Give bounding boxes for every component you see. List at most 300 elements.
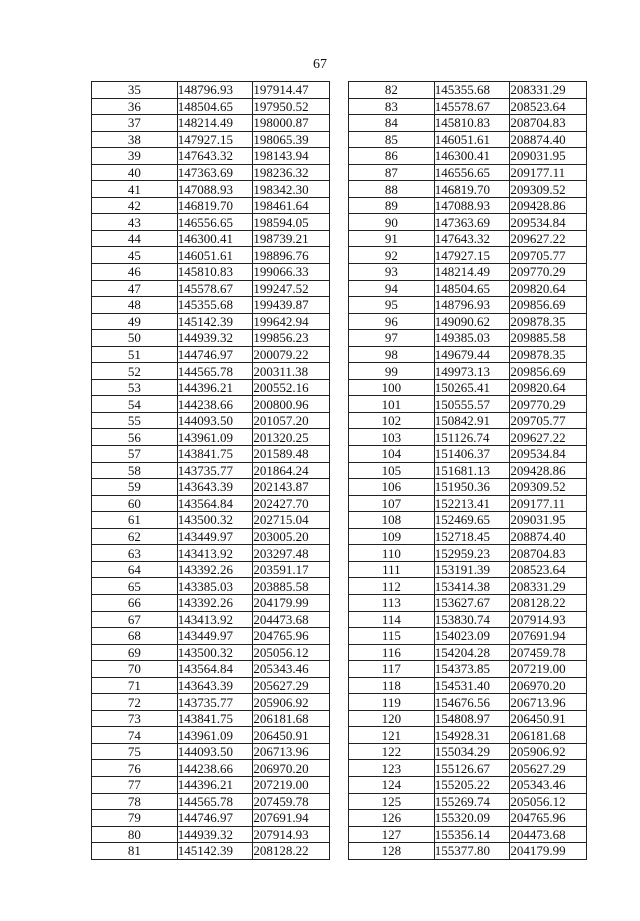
point-number-cell: 114 bbox=[349, 611, 435, 628]
table-row bbox=[92, 727, 330, 744]
y-coordinate-cell: 209770.29 bbox=[510, 264, 587, 281]
point-number-cell: 74 bbox=[92, 727, 178, 744]
y-coordinate-cell: 205056.12 bbox=[253, 644, 330, 661]
table-row bbox=[92, 611, 330, 628]
x-coordinate-cell: 148504.65 bbox=[177, 98, 253, 115]
point-number-cell: 64 bbox=[92, 561, 178, 578]
y-coordinate-cell: 206713.96 bbox=[253, 743, 330, 760]
table-row bbox=[92, 594, 330, 611]
point-number-cell: 47 bbox=[92, 280, 178, 297]
point-number-cell: 69 bbox=[92, 644, 178, 661]
point-number-cell: 86 bbox=[349, 148, 435, 165]
table-row bbox=[349, 578, 587, 595]
x-coordinate-cell: 144238.66 bbox=[177, 396, 253, 413]
point-number-cell: 96 bbox=[349, 313, 435, 330]
y-coordinate-cell: 200079.22 bbox=[253, 346, 330, 363]
table-row bbox=[92, 512, 330, 529]
x-coordinate-cell: 143385.03 bbox=[177, 578, 253, 595]
point-number-cell: 104 bbox=[349, 446, 435, 463]
y-coordinate-cell: 204473.68 bbox=[253, 611, 330, 628]
x-coordinate-cell: 153191.39 bbox=[434, 561, 510, 578]
y-coordinate-cell: 198739.21 bbox=[253, 230, 330, 247]
point-number-cell: 107 bbox=[349, 495, 435, 512]
y-coordinate-cell: 197914.47 bbox=[253, 82, 330, 99]
point-number-cell: 38 bbox=[92, 131, 178, 148]
point-number-cell: 72 bbox=[92, 694, 178, 711]
y-coordinate-cell: 209031.95 bbox=[510, 148, 587, 165]
table-row bbox=[92, 214, 330, 231]
table-row bbox=[92, 677, 330, 694]
x-coordinate-cell: 144238.66 bbox=[177, 760, 253, 777]
point-number-cell: 54 bbox=[92, 396, 178, 413]
table-row bbox=[92, 578, 330, 595]
y-coordinate-cell: 208523.64 bbox=[510, 561, 587, 578]
point-number-cell: 49 bbox=[92, 313, 178, 330]
y-coordinate-cell: 209627.22 bbox=[510, 429, 587, 446]
y-coordinate-cell: 201320.25 bbox=[253, 429, 330, 446]
table-row bbox=[349, 644, 587, 661]
y-coordinate-cell: 198594.05 bbox=[253, 214, 330, 231]
y-coordinate-cell: 209428.86 bbox=[510, 197, 587, 214]
table-row bbox=[92, 297, 330, 314]
table-row bbox=[92, 644, 330, 661]
x-coordinate-cell: 144093.50 bbox=[177, 412, 253, 429]
point-number-cell: 124 bbox=[349, 776, 435, 793]
x-coordinate-cell: 153830.74 bbox=[434, 611, 510, 628]
table-row bbox=[349, 611, 587, 628]
point-number-cell: 37 bbox=[92, 115, 178, 132]
y-coordinate-cell: 204179.99 bbox=[253, 594, 330, 611]
y-coordinate-cell: 209031.95 bbox=[510, 512, 587, 529]
y-coordinate-cell: 209770.29 bbox=[510, 396, 587, 413]
table-row bbox=[92, 131, 330, 148]
point-number-cell: 36 bbox=[92, 98, 178, 115]
y-coordinate-cell: 208704.83 bbox=[510, 545, 587, 562]
point-number-cell: 110 bbox=[349, 545, 435, 562]
point-number-cell: 113 bbox=[349, 594, 435, 611]
x-coordinate-cell: 149973.13 bbox=[434, 363, 510, 380]
point-number-cell: 91 bbox=[349, 230, 435, 247]
point-number-cell: 92 bbox=[349, 247, 435, 264]
x-coordinate-cell: 154373.85 bbox=[434, 661, 510, 678]
x-coordinate-cell: 144396.21 bbox=[177, 776, 253, 793]
y-coordinate-cell: 200800.96 bbox=[253, 396, 330, 413]
coordinate-table-right bbox=[348, 81, 587, 860]
y-coordinate-cell: 209534.84 bbox=[510, 446, 587, 463]
x-coordinate-cell: 146300.41 bbox=[434, 148, 510, 165]
table-row bbox=[92, 561, 330, 578]
point-number-cell: 93 bbox=[349, 264, 435, 281]
point-number-cell: 65 bbox=[92, 578, 178, 595]
y-coordinate-cell: 208331.29 bbox=[510, 578, 587, 595]
y-coordinate-cell: 199856.23 bbox=[253, 330, 330, 347]
table-row bbox=[349, 98, 587, 115]
x-coordinate-cell: 148214.49 bbox=[177, 115, 253, 132]
y-coordinate-cell: 208523.64 bbox=[510, 98, 587, 115]
x-coordinate-cell: 148214.49 bbox=[434, 264, 510, 281]
x-coordinate-cell: 155034.29 bbox=[434, 743, 510, 760]
y-coordinate-cell: 198896.76 bbox=[253, 247, 330, 264]
y-coordinate-cell: 204765.96 bbox=[253, 628, 330, 645]
x-coordinate-cell: 145810.83 bbox=[177, 264, 253, 281]
x-coordinate-cell: 143449.97 bbox=[177, 628, 253, 645]
table-row bbox=[92, 793, 330, 810]
table-row bbox=[349, 230, 587, 247]
point-number-cell: 101 bbox=[349, 396, 435, 413]
y-coordinate-cell: 203885.58 bbox=[253, 578, 330, 595]
x-coordinate-cell: 145578.67 bbox=[434, 98, 510, 115]
y-coordinate-cell: 207691.94 bbox=[510, 628, 587, 645]
y-coordinate-cell: 198461.64 bbox=[253, 197, 330, 214]
x-coordinate-cell: 155377.80 bbox=[434, 843, 510, 860]
x-coordinate-cell: 148796.93 bbox=[177, 82, 253, 99]
x-coordinate-cell: 146556.65 bbox=[177, 214, 253, 231]
x-coordinate-cell: 149090.62 bbox=[434, 313, 510, 330]
table-row bbox=[92, 545, 330, 562]
table-row bbox=[92, 363, 330, 380]
table-row bbox=[349, 346, 587, 363]
y-coordinate-cell: 209428.86 bbox=[510, 462, 587, 479]
x-coordinate-cell: 154531.40 bbox=[434, 677, 510, 694]
x-coordinate-cell: 143841.75 bbox=[177, 446, 253, 463]
x-coordinate-cell: 154808.97 bbox=[434, 710, 510, 727]
table-row bbox=[349, 379, 587, 396]
point-number-cell: 116 bbox=[349, 644, 435, 661]
point-number-cell: 106 bbox=[349, 479, 435, 496]
point-number-cell: 115 bbox=[349, 628, 435, 645]
x-coordinate-cell: 143449.97 bbox=[177, 528, 253, 545]
x-coordinate-cell: 145142.39 bbox=[177, 313, 253, 330]
x-coordinate-cell: 147643.32 bbox=[177, 148, 253, 165]
y-coordinate-cell: 206181.68 bbox=[253, 710, 330, 727]
table-row bbox=[92, 446, 330, 463]
point-number-cell: 100 bbox=[349, 379, 435, 396]
x-coordinate-cell: 143961.09 bbox=[177, 429, 253, 446]
point-number-cell: 44 bbox=[92, 230, 178, 247]
table-row bbox=[92, 379, 330, 396]
x-coordinate-cell: 144939.32 bbox=[177, 330, 253, 347]
x-coordinate-cell: 143564.84 bbox=[177, 661, 253, 678]
x-coordinate-cell: 155320.09 bbox=[434, 810, 510, 827]
y-coordinate-cell: 209878.35 bbox=[510, 313, 587, 330]
y-coordinate-cell: 209627.22 bbox=[510, 230, 587, 247]
table-row bbox=[349, 131, 587, 148]
y-coordinate-cell: 208874.40 bbox=[510, 528, 587, 545]
x-coordinate-cell: 143643.39 bbox=[177, 677, 253, 694]
y-coordinate-cell: 197950.52 bbox=[253, 98, 330, 115]
y-coordinate-cell: 209177.11 bbox=[510, 164, 587, 181]
y-coordinate-cell: 203005.20 bbox=[253, 528, 330, 545]
y-coordinate-cell: 207914.93 bbox=[253, 826, 330, 843]
table-row bbox=[92, 495, 330, 512]
table-row bbox=[92, 528, 330, 545]
x-coordinate-cell: 155356.14 bbox=[434, 826, 510, 843]
table-row bbox=[92, 462, 330, 479]
y-coordinate-cell: 199439.87 bbox=[253, 297, 330, 314]
y-coordinate-cell: 201057.20 bbox=[253, 412, 330, 429]
point-number-cell: 58 bbox=[92, 462, 178, 479]
point-number-cell: 99 bbox=[349, 363, 435, 380]
table-row bbox=[92, 826, 330, 843]
table-row bbox=[92, 330, 330, 347]
y-coordinate-cell: 198065.39 bbox=[253, 131, 330, 148]
x-coordinate-cell: 144939.32 bbox=[177, 826, 253, 843]
table-row bbox=[349, 843, 587, 860]
table-row bbox=[349, 776, 587, 793]
point-number-cell: 56 bbox=[92, 429, 178, 446]
x-coordinate-cell: 143500.32 bbox=[177, 512, 253, 529]
point-number-cell: 79 bbox=[92, 810, 178, 827]
y-coordinate-cell: 200311.38 bbox=[253, 363, 330, 380]
x-coordinate-cell: 151950.36 bbox=[434, 479, 510, 496]
y-coordinate-cell: 201864.24 bbox=[253, 462, 330, 479]
table-row bbox=[349, 661, 587, 678]
x-coordinate-cell: 155205.22 bbox=[434, 776, 510, 793]
x-coordinate-cell: 151681.13 bbox=[434, 462, 510, 479]
x-coordinate-cell: 144565.78 bbox=[177, 793, 253, 810]
table-row bbox=[92, 810, 330, 827]
x-coordinate-cell: 155269.74 bbox=[434, 793, 510, 810]
y-coordinate-cell: 209705.77 bbox=[510, 247, 587, 264]
point-number-cell: 120 bbox=[349, 710, 435, 727]
table-row bbox=[349, 396, 587, 413]
point-number-cell: 125 bbox=[349, 793, 435, 810]
y-coordinate-cell: 209309.52 bbox=[510, 181, 587, 198]
x-coordinate-cell: 150842.91 bbox=[434, 412, 510, 429]
point-number-cell: 80 bbox=[92, 826, 178, 843]
table-row bbox=[92, 164, 330, 181]
y-coordinate-cell: 208128.22 bbox=[510, 594, 587, 611]
table-row bbox=[92, 776, 330, 793]
x-coordinate-cell: 150265.41 bbox=[434, 379, 510, 396]
point-number-cell: 121 bbox=[349, 727, 435, 744]
point-number-cell: 48 bbox=[92, 297, 178, 314]
y-coordinate-cell: 209878.35 bbox=[510, 346, 587, 363]
table-row bbox=[92, 313, 330, 330]
x-coordinate-cell: 143564.84 bbox=[177, 495, 253, 512]
x-coordinate-cell: 151126.74 bbox=[434, 429, 510, 446]
y-coordinate-cell: 205627.29 bbox=[253, 677, 330, 694]
point-number-cell: 85 bbox=[349, 131, 435, 148]
x-coordinate-cell: 143500.32 bbox=[177, 644, 253, 661]
x-coordinate-cell: 144565.78 bbox=[177, 363, 253, 380]
y-coordinate-cell: 205056.12 bbox=[510, 793, 587, 810]
x-coordinate-cell: 150555.57 bbox=[434, 396, 510, 413]
y-coordinate-cell: 205343.46 bbox=[253, 661, 330, 678]
point-number-cell: 98 bbox=[349, 346, 435, 363]
table-row bbox=[349, 164, 587, 181]
point-number-cell: 109 bbox=[349, 528, 435, 545]
point-number-cell: 66 bbox=[92, 594, 178, 611]
y-coordinate-cell: 207459.78 bbox=[253, 793, 330, 810]
x-coordinate-cell: 147363.69 bbox=[177, 164, 253, 181]
x-coordinate-cell: 143961.09 bbox=[177, 727, 253, 744]
point-number-cell: 45 bbox=[92, 247, 178, 264]
point-number-cell: 81 bbox=[92, 843, 178, 860]
x-coordinate-cell: 151406.37 bbox=[434, 446, 510, 463]
x-coordinate-cell: 148504.65 bbox=[434, 280, 510, 297]
y-coordinate-cell: 209820.64 bbox=[510, 379, 587, 396]
table-row bbox=[349, 412, 587, 429]
point-number-cell: 103 bbox=[349, 429, 435, 446]
y-coordinate-cell: 207219.00 bbox=[253, 776, 330, 793]
x-coordinate-cell: 143392.26 bbox=[177, 594, 253, 611]
y-coordinate-cell: 209885.58 bbox=[510, 330, 587, 347]
x-coordinate-cell: 146819.70 bbox=[434, 181, 510, 198]
x-coordinate-cell: 152959.23 bbox=[434, 545, 510, 562]
coordinate-table-left bbox=[91, 81, 330, 860]
point-number-cell: 128 bbox=[349, 843, 435, 860]
y-coordinate-cell: 198143.94 bbox=[253, 148, 330, 165]
x-coordinate-cell: 147088.93 bbox=[177, 181, 253, 198]
table-row bbox=[92, 694, 330, 711]
point-number-cell: 108 bbox=[349, 512, 435, 529]
page-number: 67 bbox=[313, 57, 327, 72]
point-number-cell: 43 bbox=[92, 214, 178, 231]
y-coordinate-cell: 206970.20 bbox=[253, 760, 330, 777]
table-row bbox=[349, 628, 587, 645]
x-coordinate-cell: 145810.83 bbox=[434, 115, 510, 132]
table-row bbox=[92, 264, 330, 281]
point-number-cell: 73 bbox=[92, 710, 178, 727]
x-coordinate-cell: 144746.97 bbox=[177, 810, 253, 827]
point-number-cell: 61 bbox=[92, 512, 178, 529]
point-number-cell: 52 bbox=[92, 363, 178, 380]
x-coordinate-cell: 145578.67 bbox=[177, 280, 253, 297]
x-coordinate-cell: 154023.09 bbox=[434, 628, 510, 645]
y-coordinate-cell: 209856.69 bbox=[510, 297, 587, 314]
y-coordinate-cell: 198000.87 bbox=[253, 115, 330, 132]
y-coordinate-cell: 207691.94 bbox=[253, 810, 330, 827]
x-coordinate-cell: 146819.70 bbox=[177, 197, 253, 214]
table-row bbox=[92, 197, 330, 214]
point-number-cell: 117 bbox=[349, 661, 435, 678]
y-coordinate-cell: 208874.40 bbox=[510, 131, 587, 148]
table-row bbox=[349, 330, 587, 347]
x-coordinate-cell: 143841.75 bbox=[177, 710, 253, 727]
x-coordinate-cell: 154928.31 bbox=[434, 727, 510, 744]
table-row bbox=[92, 710, 330, 727]
point-number-cell: 53 bbox=[92, 379, 178, 396]
table-row bbox=[92, 396, 330, 413]
x-coordinate-cell: 147927.15 bbox=[177, 131, 253, 148]
point-number-cell: 75 bbox=[92, 743, 178, 760]
table-row bbox=[349, 528, 587, 545]
x-coordinate-cell: 144396.21 bbox=[177, 379, 253, 396]
y-coordinate-cell: 207219.00 bbox=[510, 661, 587, 678]
table-row bbox=[349, 710, 587, 727]
x-coordinate-cell: 144093.50 bbox=[177, 743, 253, 760]
table-row bbox=[349, 462, 587, 479]
table-row bbox=[349, 561, 587, 578]
point-number-cell: 89 bbox=[349, 197, 435, 214]
table-row bbox=[349, 446, 587, 463]
point-number-cell: 57 bbox=[92, 446, 178, 463]
y-coordinate-cell: 198236.32 bbox=[253, 164, 330, 181]
table-row bbox=[92, 628, 330, 645]
table-row bbox=[349, 181, 587, 198]
y-coordinate-cell: 209177.11 bbox=[510, 495, 587, 512]
point-number-cell: 105 bbox=[349, 462, 435, 479]
table-row bbox=[349, 793, 587, 810]
point-number-cell: 39 bbox=[92, 148, 178, 165]
table-row bbox=[92, 230, 330, 247]
x-coordinate-cell: 146051.61 bbox=[434, 131, 510, 148]
x-coordinate-cell: 144746.97 bbox=[177, 346, 253, 363]
y-coordinate-cell: 203591.17 bbox=[253, 561, 330, 578]
table-row bbox=[349, 214, 587, 231]
point-number-cell: 94 bbox=[349, 280, 435, 297]
x-coordinate-cell: 148796.93 bbox=[434, 297, 510, 314]
x-coordinate-cell: 154204.28 bbox=[434, 644, 510, 661]
table-row bbox=[92, 760, 330, 777]
y-coordinate-cell: 199066.33 bbox=[253, 264, 330, 281]
point-number-cell: 70 bbox=[92, 661, 178, 678]
point-number-cell: 78 bbox=[92, 793, 178, 810]
table-row bbox=[349, 264, 587, 281]
point-number-cell: 112 bbox=[349, 578, 435, 595]
y-coordinate-cell: 206181.68 bbox=[510, 727, 587, 744]
point-number-cell: 50 bbox=[92, 330, 178, 347]
y-coordinate-cell: 198342.30 bbox=[253, 181, 330, 198]
y-coordinate-cell: 208331.29 bbox=[510, 82, 587, 99]
y-coordinate-cell: 201589.48 bbox=[253, 446, 330, 463]
y-coordinate-cell: 209820.64 bbox=[510, 280, 587, 297]
y-coordinate-cell: 209705.77 bbox=[510, 412, 587, 429]
x-coordinate-cell: 146300.41 bbox=[177, 230, 253, 247]
y-coordinate-cell: 206970.20 bbox=[510, 677, 587, 694]
x-coordinate-cell: 147363.69 bbox=[434, 214, 510, 231]
x-coordinate-cell: 143413.92 bbox=[177, 545, 253, 562]
table-row bbox=[349, 826, 587, 843]
table-row bbox=[349, 313, 587, 330]
table-row bbox=[349, 363, 587, 380]
table-row bbox=[92, 181, 330, 198]
x-coordinate-cell: 152469.65 bbox=[434, 512, 510, 529]
x-coordinate-cell: 152718.45 bbox=[434, 528, 510, 545]
table-row bbox=[349, 512, 587, 529]
y-coordinate-cell: 206450.91 bbox=[510, 710, 587, 727]
point-number-cell: 84 bbox=[349, 115, 435, 132]
point-number-cell: 42 bbox=[92, 197, 178, 214]
y-coordinate-cell: 199642.94 bbox=[253, 313, 330, 330]
point-number-cell: 95 bbox=[349, 297, 435, 314]
y-coordinate-cell: 205906.92 bbox=[510, 743, 587, 760]
y-coordinate-cell: 203297.48 bbox=[253, 545, 330, 562]
point-number-cell: 71 bbox=[92, 677, 178, 694]
x-coordinate-cell: 147088.93 bbox=[434, 197, 510, 214]
y-coordinate-cell: 208704.83 bbox=[510, 115, 587, 132]
x-coordinate-cell: 149385.03 bbox=[434, 330, 510, 347]
point-number-cell: 35 bbox=[92, 82, 178, 99]
y-coordinate-cell: 209856.69 bbox=[510, 363, 587, 380]
y-coordinate-cell: 207914.93 bbox=[510, 611, 587, 628]
x-coordinate-cell: 143643.39 bbox=[177, 479, 253, 496]
table-row bbox=[92, 412, 330, 429]
table-row bbox=[92, 280, 330, 297]
table-row bbox=[349, 429, 587, 446]
point-number-cell: 118 bbox=[349, 677, 435, 694]
point-number-cell: 68 bbox=[92, 628, 178, 645]
table-row bbox=[349, 727, 587, 744]
table-row bbox=[92, 247, 330, 264]
y-coordinate-cell: 202427.70 bbox=[253, 495, 330, 512]
point-number-cell: 67 bbox=[92, 611, 178, 628]
table-row bbox=[349, 810, 587, 827]
table-row bbox=[92, 843, 330, 860]
table-row bbox=[92, 148, 330, 165]
point-number-cell: 63 bbox=[92, 545, 178, 562]
